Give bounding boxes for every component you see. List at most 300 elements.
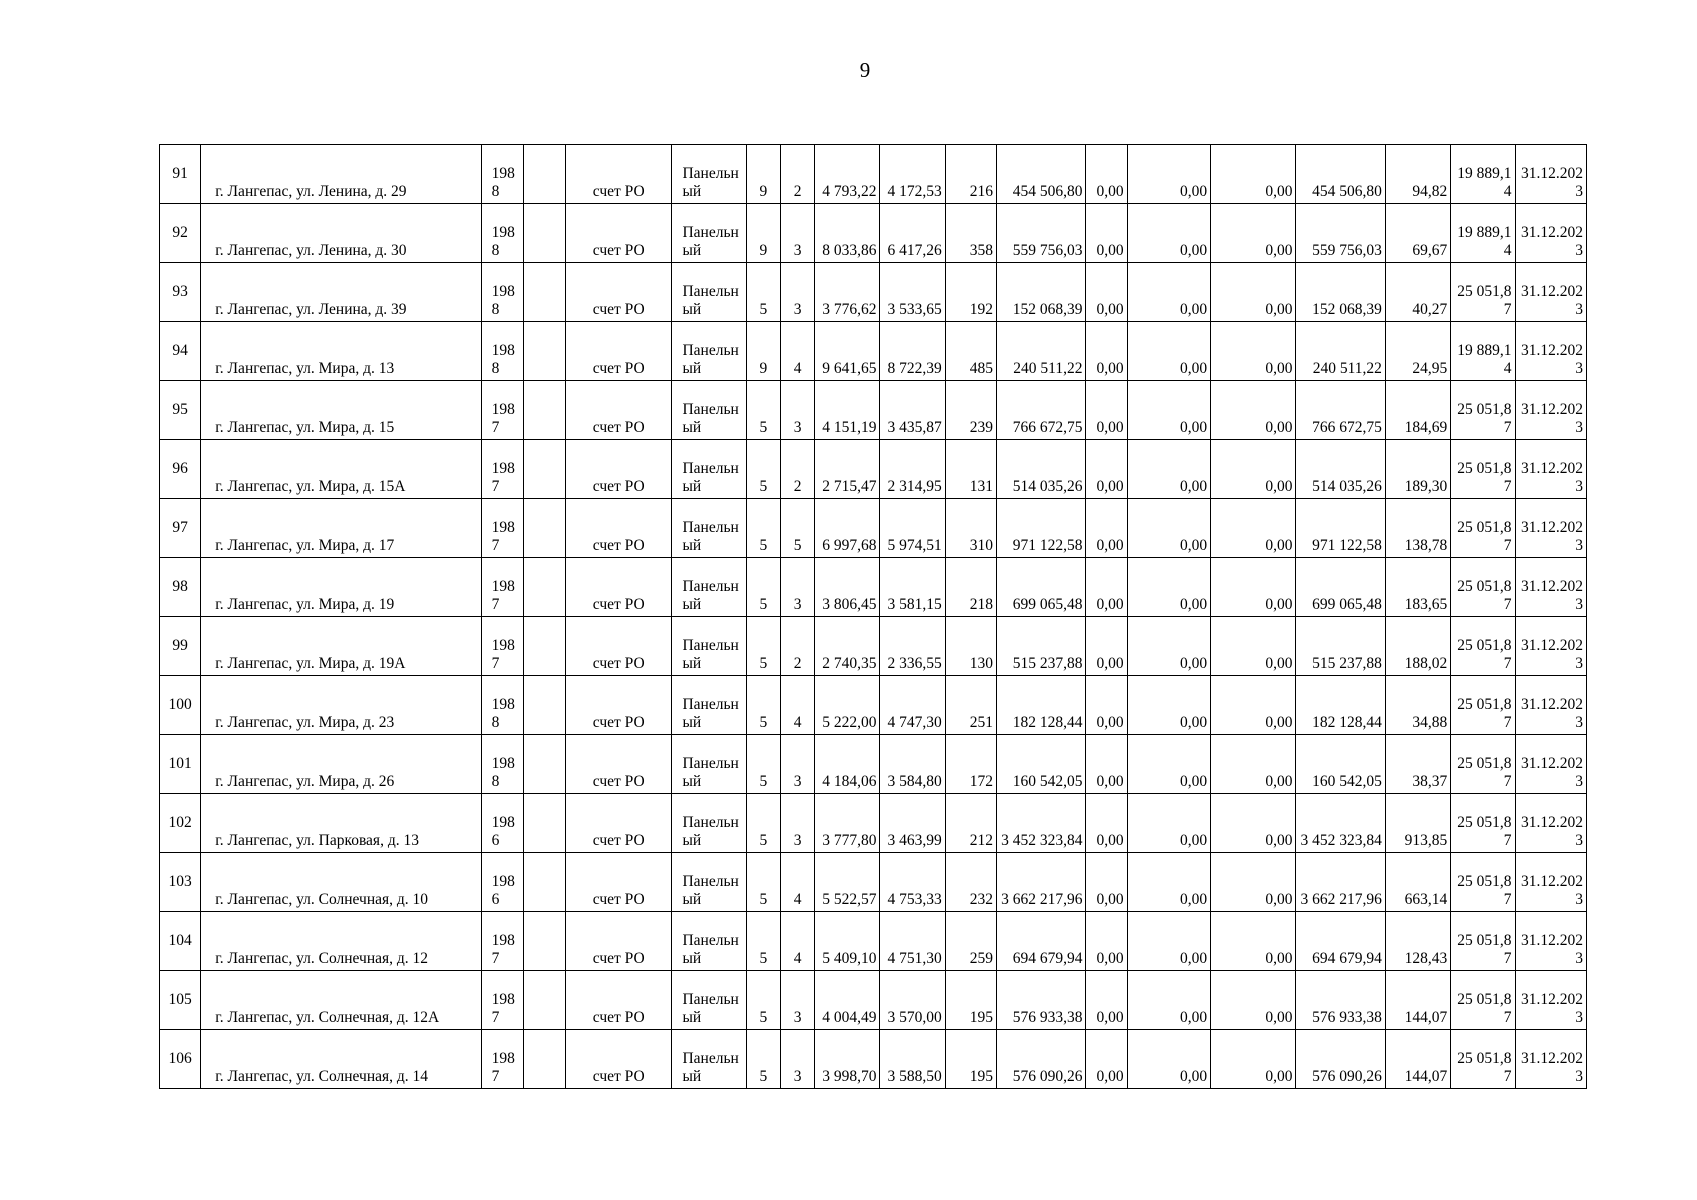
total-area-cell: 3 806,45 (815, 558, 880, 617)
residents-cell: 212 (945, 794, 996, 853)
residents-cell: 310 (945, 499, 996, 558)
budget-b-cell: 0,00 (1211, 145, 1296, 204)
budget-b-cell: 0,00 (1211, 263, 1296, 322)
deadline-cell: 31.12.2023 (1515, 499, 1586, 558)
residents-cell: 218 (945, 558, 996, 617)
empty-cell (523, 676, 565, 735)
deadline-cell: 31.12.2023 (1515, 558, 1586, 617)
budget-b-cell: 0,00 (1211, 971, 1296, 1030)
floors-cell: 5 (746, 440, 780, 499)
empty-cell (523, 853, 565, 912)
table-row (160, 499, 1587, 558)
row-number: 104 (160, 912, 201, 971)
fund-share-cell: 0,00 (1086, 263, 1127, 322)
address-cell: г. Лангепас, ул. Мира, д. 19 (201, 558, 481, 617)
row-number: 94 (160, 322, 201, 381)
owners-funds-cell: 766 672,75 (1296, 381, 1385, 440)
unit-cost-cell: 189,30 (1385, 440, 1450, 499)
row-number: 100 (160, 676, 201, 735)
living-area-cell: 4 751,30 (880, 912, 945, 971)
floors-cell: 5 (746, 617, 780, 676)
floors-cell: 5 (746, 558, 780, 617)
row-number: 105 (160, 971, 201, 1030)
budget-b-cell: 0,00 (1211, 617, 1296, 676)
total-area-cell: 4 004,49 (815, 971, 880, 1030)
limit-cost-cell: 25 051,87 (1451, 853, 1515, 912)
wall-material-cell: Панельный (672, 912, 746, 971)
unit-cost-cell: 183,65 (1385, 558, 1450, 617)
row-number: 98 (160, 558, 201, 617)
empty-cell (523, 794, 565, 853)
total-cost-cell: 454 506,80 (997, 145, 1086, 204)
budget-b-cell: 0,00 (1211, 499, 1296, 558)
residents-cell: 251 (945, 676, 996, 735)
table-row (160, 1030, 1587, 1089)
row-number: 93 (160, 263, 201, 322)
year-cell: 1988 (481, 322, 523, 381)
address-cell: г. Лангепас, ул. Ленина, д. 29 (201, 145, 481, 204)
limit-cost-cell: 25 051,87 (1451, 735, 1515, 794)
residents-cell: 195 (945, 971, 996, 1030)
budget-b-cell: 0,00 (1211, 204, 1296, 263)
budget-a-cell: 0,00 (1127, 853, 1210, 912)
wall-material-cell: Панельный (672, 440, 746, 499)
floors-cell: 9 (746, 204, 780, 263)
budget-a-cell: 0,00 (1127, 558, 1210, 617)
limit-cost-cell: 25 051,87 (1451, 912, 1515, 971)
budget-a-cell: 0,00 (1127, 381, 1210, 440)
empty-cell (523, 735, 565, 794)
year-cell: 1988 (481, 676, 523, 735)
unit-cost-cell: 24,95 (1385, 322, 1450, 381)
row-number: 96 (160, 440, 201, 499)
floors-cell: 9 (746, 322, 780, 381)
budget-b-cell: 0,00 (1211, 853, 1296, 912)
total-cost-cell: 559 756,03 (997, 204, 1086, 263)
fund-method-cell: счет РО (565, 381, 672, 440)
empty-cell (523, 440, 565, 499)
total-area-cell: 2 715,47 (815, 440, 880, 499)
table-row (160, 794, 1587, 853)
living-area-cell: 3 463,99 (880, 794, 945, 853)
unit-cost-cell: 188,02 (1385, 617, 1450, 676)
limit-cost-cell: 25 051,87 (1451, 499, 1515, 558)
fund-share-cell: 0,00 (1086, 971, 1127, 1030)
wall-material-cell: Панельный (672, 971, 746, 1030)
budget-a-cell: 0,00 (1127, 499, 1210, 558)
fund-method-cell: счет РО (565, 204, 672, 263)
table-row (160, 145, 1587, 204)
entrances-cell: 4 (781, 912, 815, 971)
address-cell: г. Лангепас, ул. Ленина, д. 39 (201, 263, 481, 322)
year-cell: 1987 (481, 381, 523, 440)
limit-cost-cell: 25 051,87 (1451, 1030, 1515, 1089)
fund-share-cell: 0,00 (1086, 381, 1127, 440)
total-cost-cell: 182 128,44 (997, 676, 1086, 735)
address-cell: г. Лангепас, ул. Мира, д. 26 (201, 735, 481, 794)
budget-b-cell: 0,00 (1211, 676, 1296, 735)
living-area-cell: 3 435,87 (880, 381, 945, 440)
floors-cell: 5 (746, 263, 780, 322)
owners-funds-cell: 699 065,48 (1296, 558, 1385, 617)
fund-share-cell: 0,00 (1086, 794, 1127, 853)
floors-cell: 9 (746, 145, 780, 204)
year-cell: 1988 (481, 263, 523, 322)
limit-cost-cell: 25 051,87 (1451, 676, 1515, 735)
budget-b-cell: 0,00 (1211, 381, 1296, 440)
empty-cell (523, 204, 565, 263)
fund-share-cell: 0,00 (1086, 735, 1127, 794)
budget-b-cell: 0,00 (1211, 558, 1296, 617)
unit-cost-cell: 69,67 (1385, 204, 1450, 263)
total-area-cell: 5 522,57 (815, 853, 880, 912)
fund-share-cell: 0,00 (1086, 617, 1127, 676)
entrances-cell: 3 (781, 794, 815, 853)
table-row (160, 971, 1587, 1030)
deadline-cell: 31.12.2023 (1515, 617, 1586, 676)
fund-method-cell: счет РО (565, 145, 672, 204)
fund-share-cell: 0,00 (1086, 322, 1127, 381)
year-cell: 1987 (481, 440, 523, 499)
budget-a-cell: 0,00 (1127, 263, 1210, 322)
wall-material-cell: Панельный (672, 1030, 746, 1089)
total-cost-cell: 160 542,05 (997, 735, 1086, 794)
living-area-cell: 8 722,39 (880, 322, 945, 381)
row-number: 99 (160, 617, 201, 676)
year-cell: 1986 (481, 794, 523, 853)
owners-funds-cell: 454 506,80 (1296, 145, 1385, 204)
year-cell: 1987 (481, 971, 523, 1030)
floors-cell: 5 (746, 853, 780, 912)
budget-a-cell: 0,00 (1127, 794, 1210, 853)
residents-cell: 358 (945, 204, 996, 263)
budget-b-cell: 0,00 (1211, 912, 1296, 971)
living-area-cell: 3 584,80 (880, 735, 945, 794)
wall-material-cell: Панельный (672, 617, 746, 676)
table-row (160, 617, 1587, 676)
table-row (160, 322, 1587, 381)
fund-method-cell: счет РО (565, 1030, 672, 1089)
limit-cost-cell: 25 051,87 (1451, 794, 1515, 853)
entrances-cell: 2 (781, 617, 815, 676)
residents-cell: 195 (945, 1030, 996, 1089)
fund-method-cell: счет РО (565, 617, 672, 676)
total-area-cell: 3 776,62 (815, 263, 880, 322)
living-area-cell: 4 172,53 (880, 145, 945, 204)
deadline-cell: 31.12.2023 (1515, 912, 1586, 971)
row-number: 95 (160, 381, 201, 440)
total-cost-cell: 576 933,38 (997, 971, 1086, 1030)
budget-a-cell: 0,00 (1127, 1030, 1210, 1089)
entrances-cell: 4 (781, 322, 815, 381)
empty-cell (523, 499, 565, 558)
living-area-cell: 4 747,30 (880, 676, 945, 735)
residents-cell: 232 (945, 853, 996, 912)
page-number: 9 (859, 58, 871, 82)
wall-material-cell: Панельный (672, 322, 746, 381)
budget-b-cell: 0,00 (1211, 440, 1296, 499)
entrances-cell: 3 (781, 971, 815, 1030)
total-cost-cell: 515 237,88 (997, 617, 1086, 676)
empty-cell (523, 381, 565, 440)
year-cell: 1988 (481, 145, 523, 204)
fund-method-cell: счет РО (565, 440, 672, 499)
total-area-cell: 3 777,80 (815, 794, 880, 853)
fund-share-cell: 0,00 (1086, 1030, 1127, 1089)
deadline-cell: 31.12.2023 (1515, 322, 1586, 381)
empty-cell (523, 617, 565, 676)
empty-cell (523, 263, 565, 322)
row-number: 97 (160, 499, 201, 558)
table-row (160, 381, 1587, 440)
total-cost-cell: 971 122,58 (997, 499, 1086, 558)
total-cost-cell: 3 662 217,96 (997, 853, 1086, 912)
year-cell: 1988 (481, 204, 523, 263)
owners-funds-cell: 694 679,94 (1296, 912, 1385, 971)
budget-a-cell: 0,00 (1127, 440, 1210, 499)
limit-cost-cell: 25 051,87 (1451, 263, 1515, 322)
empty-cell (523, 1030, 565, 1089)
total-area-cell: 5 222,00 (815, 676, 880, 735)
row-number: 101 (160, 735, 201, 794)
table-row (160, 440, 1587, 499)
address-cell: г. Лангепас, ул. Мира, д. 13 (201, 322, 481, 381)
wall-material-cell: Панельный (672, 735, 746, 794)
fund-method-cell: счет РО (565, 971, 672, 1030)
unit-cost-cell: 128,43 (1385, 912, 1450, 971)
table-row (160, 912, 1587, 971)
budget-b-cell: 0,00 (1211, 1030, 1296, 1089)
entrances-cell: 5 (781, 499, 815, 558)
total-cost-cell: 766 672,75 (997, 381, 1086, 440)
entrances-cell: 3 (781, 381, 815, 440)
unit-cost-cell: 913,85 (1385, 794, 1450, 853)
fund-method-cell: счет РО (565, 912, 672, 971)
fund-share-cell: 0,00 (1086, 676, 1127, 735)
entrances-cell: 4 (781, 853, 815, 912)
year-cell: 1987 (481, 499, 523, 558)
living-area-cell: 3 533,65 (880, 263, 945, 322)
residents-cell: 485 (945, 322, 996, 381)
floors-cell: 5 (746, 912, 780, 971)
owners-funds-cell: 559 756,03 (1296, 204, 1385, 263)
owners-funds-cell: 160 542,05 (1296, 735, 1385, 794)
budget-b-cell: 0,00 (1211, 735, 1296, 794)
owners-funds-cell: 515 237,88 (1296, 617, 1385, 676)
row-number: 102 (160, 794, 201, 853)
total-area-cell: 4 184,06 (815, 735, 880, 794)
residents-cell: 259 (945, 912, 996, 971)
residents-cell: 172 (945, 735, 996, 794)
empty-cell (523, 971, 565, 1030)
budget-a-cell: 0,00 (1127, 971, 1210, 1030)
owners-funds-cell: 240 511,22 (1296, 322, 1385, 381)
address-cell: г. Лангепас, ул. Солнечная, д. 14 (201, 1030, 481, 1089)
deadline-cell: 31.12.2023 (1515, 440, 1586, 499)
year-cell: 1986 (481, 853, 523, 912)
address-cell: г. Лангепас, ул. Мира, д. 23 (201, 676, 481, 735)
entrances-cell: 3 (781, 735, 815, 794)
deadline-cell: 31.12.2023 (1515, 1030, 1586, 1089)
deadline-cell: 31.12.2023 (1515, 145, 1586, 204)
table-body (160, 145, 1587, 1089)
table-row (160, 676, 1587, 735)
total-cost-cell: 152 068,39 (997, 263, 1086, 322)
unit-cost-cell: 144,07 (1385, 971, 1450, 1030)
floors-cell: 5 (746, 381, 780, 440)
floors-cell: 5 (746, 1030, 780, 1089)
total-cost-cell: 699 065,48 (997, 558, 1086, 617)
fund-share-cell: 0,00 (1086, 145, 1127, 204)
entrances-cell: 4 (781, 676, 815, 735)
row-number: 103 (160, 853, 201, 912)
empty-cell (523, 558, 565, 617)
address-cell: г. Лангепас, ул. Солнечная, д. 12А (201, 971, 481, 1030)
owners-funds-cell: 971 122,58 (1296, 499, 1385, 558)
unit-cost-cell: 40,27 (1385, 263, 1450, 322)
total-area-cell: 6 997,68 (815, 499, 880, 558)
total-cost-cell: 240 511,22 (997, 322, 1086, 381)
living-area-cell: 2 314,95 (880, 440, 945, 499)
total-area-cell: 5 409,10 (815, 912, 880, 971)
owners-funds-cell: 182 128,44 (1296, 676, 1385, 735)
capital-repair-table (159, 144, 1587, 1089)
total-cost-cell: 694 679,94 (997, 912, 1086, 971)
year-cell: 1988 (481, 735, 523, 794)
fund-share-cell: 0,00 (1086, 204, 1127, 263)
owners-funds-cell: 514 035,26 (1296, 440, 1385, 499)
entrances-cell: 2 (781, 145, 815, 204)
wall-material-cell: Панельный (672, 499, 746, 558)
address-cell: г. Лангепас, ул. Мира, д. 19А (201, 617, 481, 676)
living-area-cell: 5 974,51 (880, 499, 945, 558)
budget-a-cell: 0,00 (1127, 617, 1210, 676)
living-area-cell: 6 417,26 (880, 204, 945, 263)
table-row (160, 853, 1587, 912)
residents-cell: 192 (945, 263, 996, 322)
deadline-cell: 31.12.2023 (1515, 204, 1586, 263)
address-cell: г. Лангепас, ул. Ленина, д. 30 (201, 204, 481, 263)
residents-cell: 130 (945, 617, 996, 676)
address-cell: г. Лангепас, ул. Солнечная, д. 12 (201, 912, 481, 971)
fund-method-cell: счет РО (565, 676, 672, 735)
row-number: 91 (160, 145, 201, 204)
total-cost-cell: 514 035,26 (997, 440, 1086, 499)
deadline-cell: 31.12.2023 (1515, 263, 1586, 322)
limit-cost-cell: 25 051,87 (1451, 381, 1515, 440)
limit-cost-cell: 25 051,87 (1451, 971, 1515, 1030)
residents-cell: 216 (945, 145, 996, 204)
budget-a-cell: 0,00 (1127, 145, 1210, 204)
address-cell: г. Лангепас, ул. Мира, д. 15 (201, 381, 481, 440)
fund-method-cell: счет РО (565, 558, 672, 617)
total-area-cell: 8 033,86 (815, 204, 880, 263)
floors-cell: 5 (746, 676, 780, 735)
entrances-cell: 3 (781, 1030, 815, 1089)
fund-share-cell: 0,00 (1086, 912, 1127, 971)
table-row (160, 204, 1587, 263)
owners-funds-cell: 152 068,39 (1296, 263, 1385, 322)
deadline-cell: 31.12.2023 (1515, 853, 1586, 912)
table-row (160, 735, 1587, 794)
floors-cell: 5 (746, 499, 780, 558)
fund-method-cell: счет РО (565, 499, 672, 558)
fund-method-cell: счет РО (565, 322, 672, 381)
year-cell: 1987 (481, 617, 523, 676)
budget-a-cell: 0,00 (1127, 912, 1210, 971)
living-area-cell: 3 581,15 (880, 558, 945, 617)
address-cell: г. Лангепас, ул. Мира, д. 17 (201, 499, 481, 558)
wall-material-cell: Панельный (672, 794, 746, 853)
fund-share-cell: 0,00 (1086, 558, 1127, 617)
owners-funds-cell: 3 452 323,84 (1296, 794, 1385, 853)
row-number: 106 (160, 1030, 201, 1089)
budget-a-cell: 0,00 (1127, 735, 1210, 794)
residents-cell: 239 (945, 381, 996, 440)
fund-share-cell: 0,00 (1086, 440, 1127, 499)
fund-method-cell: счет РО (565, 794, 672, 853)
floors-cell: 5 (746, 735, 780, 794)
fund-method-cell: счет РО (565, 263, 672, 322)
entrances-cell: 2 (781, 440, 815, 499)
year-cell: 1987 (481, 558, 523, 617)
unit-cost-cell: 144,07 (1385, 1030, 1450, 1089)
total-area-cell: 3 998,70 (815, 1030, 880, 1089)
limit-cost-cell: 19 889,14 (1451, 204, 1515, 263)
unit-cost-cell: 38,37 (1385, 735, 1450, 794)
unit-cost-cell: 94,82 (1385, 145, 1450, 204)
wall-material-cell: Панельный (672, 263, 746, 322)
wall-material-cell: Панельный (672, 853, 746, 912)
deadline-cell: 31.12.2023 (1515, 676, 1586, 735)
unit-cost-cell: 663,14 (1385, 853, 1450, 912)
floors-cell: 5 (746, 794, 780, 853)
budget-a-cell: 0,00 (1127, 204, 1210, 263)
empty-cell (523, 145, 565, 204)
wall-material-cell: Панельный (672, 145, 746, 204)
entrances-cell: 3 (781, 263, 815, 322)
limit-cost-cell: 25 051,87 (1451, 558, 1515, 617)
budget-a-cell: 0,00 (1127, 676, 1210, 735)
fund-share-cell: 0,00 (1086, 853, 1127, 912)
wall-material-cell: Панельный (672, 676, 746, 735)
owners-funds-cell: 3 662 217,96 (1296, 853, 1385, 912)
total-area-cell: 4 151,19 (815, 381, 880, 440)
unit-cost-cell: 34,88 (1385, 676, 1450, 735)
deadline-cell: 31.12.2023 (1515, 971, 1586, 1030)
floors-cell: 5 (746, 971, 780, 1030)
empty-cell (523, 912, 565, 971)
row-number: 92 (160, 204, 201, 263)
total-area-cell: 4 793,22 (815, 145, 880, 204)
limit-cost-cell: 25 051,87 (1451, 617, 1515, 676)
address-cell: г. Лангепас, ул. Парковая, д. 13 (201, 794, 481, 853)
fund-method-cell: счет РО (565, 735, 672, 794)
wall-material-cell: Панельный (672, 204, 746, 263)
owners-funds-cell: 576 090,26 (1296, 1030, 1385, 1089)
limit-cost-cell: 25 051,87 (1451, 440, 1515, 499)
living-area-cell: 3 588,50 (880, 1030, 945, 1089)
living-area-cell: 4 753,33 (880, 853, 945, 912)
total-area-cell: 2 740,35 (815, 617, 880, 676)
entrances-cell: 3 (781, 558, 815, 617)
owners-funds-cell: 576 933,38 (1296, 971, 1385, 1030)
limit-cost-cell: 19 889,14 (1451, 145, 1515, 204)
unit-cost-cell: 138,78 (1385, 499, 1450, 558)
year-cell: 1987 (481, 912, 523, 971)
address-cell: г. Лангепас, ул. Мира, д. 15А (201, 440, 481, 499)
total-area-cell: 9 641,65 (815, 322, 880, 381)
